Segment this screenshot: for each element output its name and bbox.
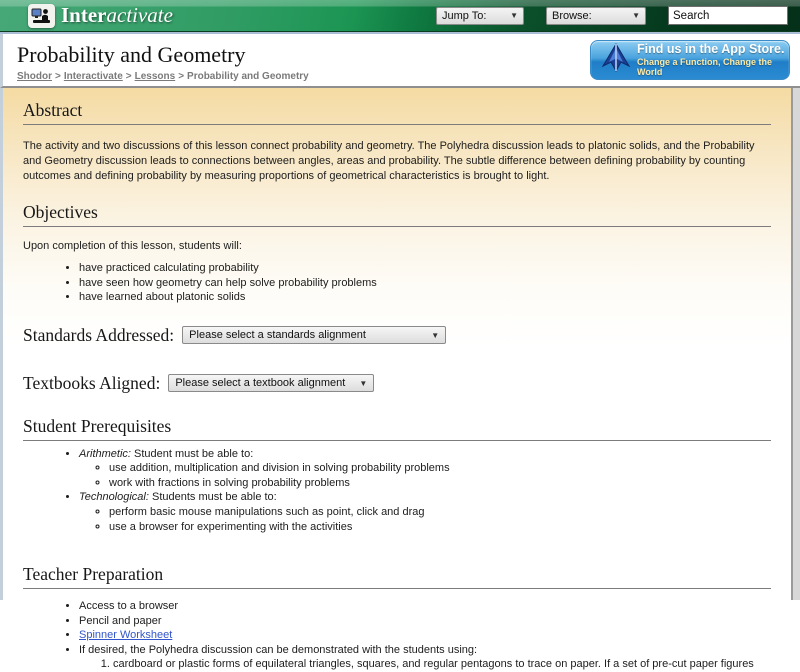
breadcrumb-separator: > xyxy=(55,71,61,82)
prereq-sublist xyxy=(109,505,771,534)
logo-wordmark xyxy=(61,3,173,28)
section-rule xyxy=(23,588,771,589)
chevron-down-icon: ▼ xyxy=(431,330,440,340)
breadcrumb-link-interactivate[interactable]: Interactivate xyxy=(63,71,123,82)
teacher-prep-item-text: If desired, the Polyhedra discussion can be demonstrated with the students using: xyxy=(79,643,478,656)
jump-to-label: Jump To: xyxy=(442,9,487,22)
standards-heading: Standards Addressed: xyxy=(23,324,175,345)
standards-select-value: Please select a standards alignment xyxy=(189,329,366,342)
search-input[interactable] xyxy=(668,6,788,25)
list-item: • Pencil and paper xyxy=(79,614,771,629)
prereq-sublist xyxy=(109,461,771,490)
badge-title: Find us in the App Store. xyxy=(637,42,785,57)
list-item: • Access to a browser xyxy=(79,599,771,614)
list-item xyxy=(79,628,771,643)
textbooks-heading: Textbooks Aligned: xyxy=(23,372,161,393)
list-item xyxy=(79,490,771,534)
chevron-down-icon: ▼ xyxy=(510,11,518,20)
list-item: ◦ perform basic mouse manipulations such as point, click and drag xyxy=(109,505,771,520)
textbook-select-value: Please select a textbook alignment xyxy=(175,377,346,390)
logo-text-inter: Inter xyxy=(61,3,107,27)
objectives-list xyxy=(79,261,771,305)
top-banner xyxy=(0,0,800,32)
objectives-intro: Upon completion of this lesson, students will: xyxy=(23,239,242,252)
prereq-text: Students must be able to: xyxy=(148,491,277,504)
chevron-down-icon: ▼ xyxy=(359,378,368,388)
page-header xyxy=(0,34,800,88)
objectives-heading: Objectives xyxy=(23,201,98,222)
list-item xyxy=(79,643,771,672)
app-store-badge[interactable] xyxy=(590,40,790,80)
spinner-worksheet-link[interactable]: Spinner Worksheet xyxy=(79,629,173,642)
list-item: ◦ work with fractions in solving probability problems xyxy=(109,476,771,491)
list-item: ◦ use addition, multiplication and division in solving probability problems xyxy=(109,461,771,476)
teacher-prep-heading: Teacher Preparation xyxy=(23,564,164,585)
prereq-text: Student must be able to: xyxy=(130,447,254,460)
logo-text-activate: activate xyxy=(106,3,173,27)
breadcrumb-link-shodor[interactable]: Shodor xyxy=(17,71,52,82)
prerequisites-heading: Student Prerequisites xyxy=(23,415,172,436)
abstract-text: The activity and two discussions of this lesson connect probability and geometry. The Polyhedra discussion leads to platonic solids, and the Probability and Geometry discussion leads to connections between angles, areas and probability. The subtle difference between defining probability by counting outcomes and defining probability by measuring proportions of geometrical characteristics is brought to light. xyxy=(23,140,755,182)
section-rule xyxy=(23,440,771,441)
list-item: 1. cardboard or plastic forms of equilateral triangles, squares, and regular pentagons to trace on paper. If a set of pre-cut paper figures xyxy=(113,657,771,672)
teacher-prep-list xyxy=(79,599,771,672)
breadcrumb-separator: > xyxy=(125,71,132,82)
textbook-alignment-select[interactable] xyxy=(168,374,374,392)
browse-label: Browse: xyxy=(552,9,592,22)
prerequisites-list xyxy=(79,447,771,534)
teacher-prep-numbered-list xyxy=(113,657,771,672)
chevron-down-icon: ▼ xyxy=(632,11,640,20)
jump-to-dropdown[interactable] xyxy=(436,7,524,25)
prereq-term: Arithmetic: xyxy=(79,447,131,460)
list-item: • have learned about platonic solids xyxy=(79,290,771,305)
page-title: Probability and Geometry xyxy=(17,42,246,67)
section-rule xyxy=(23,124,771,125)
standards-alignment-select[interactable] xyxy=(182,326,446,344)
list-item: • have seen how geometry can help solve probability problems xyxy=(79,276,771,291)
browse-dropdown[interactable] xyxy=(546,7,646,25)
interactivate-logo[interactable] xyxy=(28,3,173,28)
page-right-gutter xyxy=(793,88,800,600)
list-item: ◦ use a browser for experimenting with the activities xyxy=(109,520,771,535)
person-computer-icon xyxy=(28,4,55,28)
breadcrumb-current: Probability and Geometry xyxy=(187,71,309,82)
list-item: • have practiced calculating probability xyxy=(79,261,771,276)
breadcrumb-separator: > xyxy=(178,71,185,82)
app-store-logo-icon xyxy=(599,42,633,79)
abstract-heading: Abstract xyxy=(23,100,83,120)
prereq-term: Technological: xyxy=(79,491,149,504)
badge-subtitle: Change a Function, Change the World xyxy=(637,56,773,78)
list-item xyxy=(79,447,771,491)
breadcrumb-link-lessons[interactable]: Lessons xyxy=(134,71,176,82)
section-rule xyxy=(23,226,771,227)
lesson-content xyxy=(0,88,793,671)
